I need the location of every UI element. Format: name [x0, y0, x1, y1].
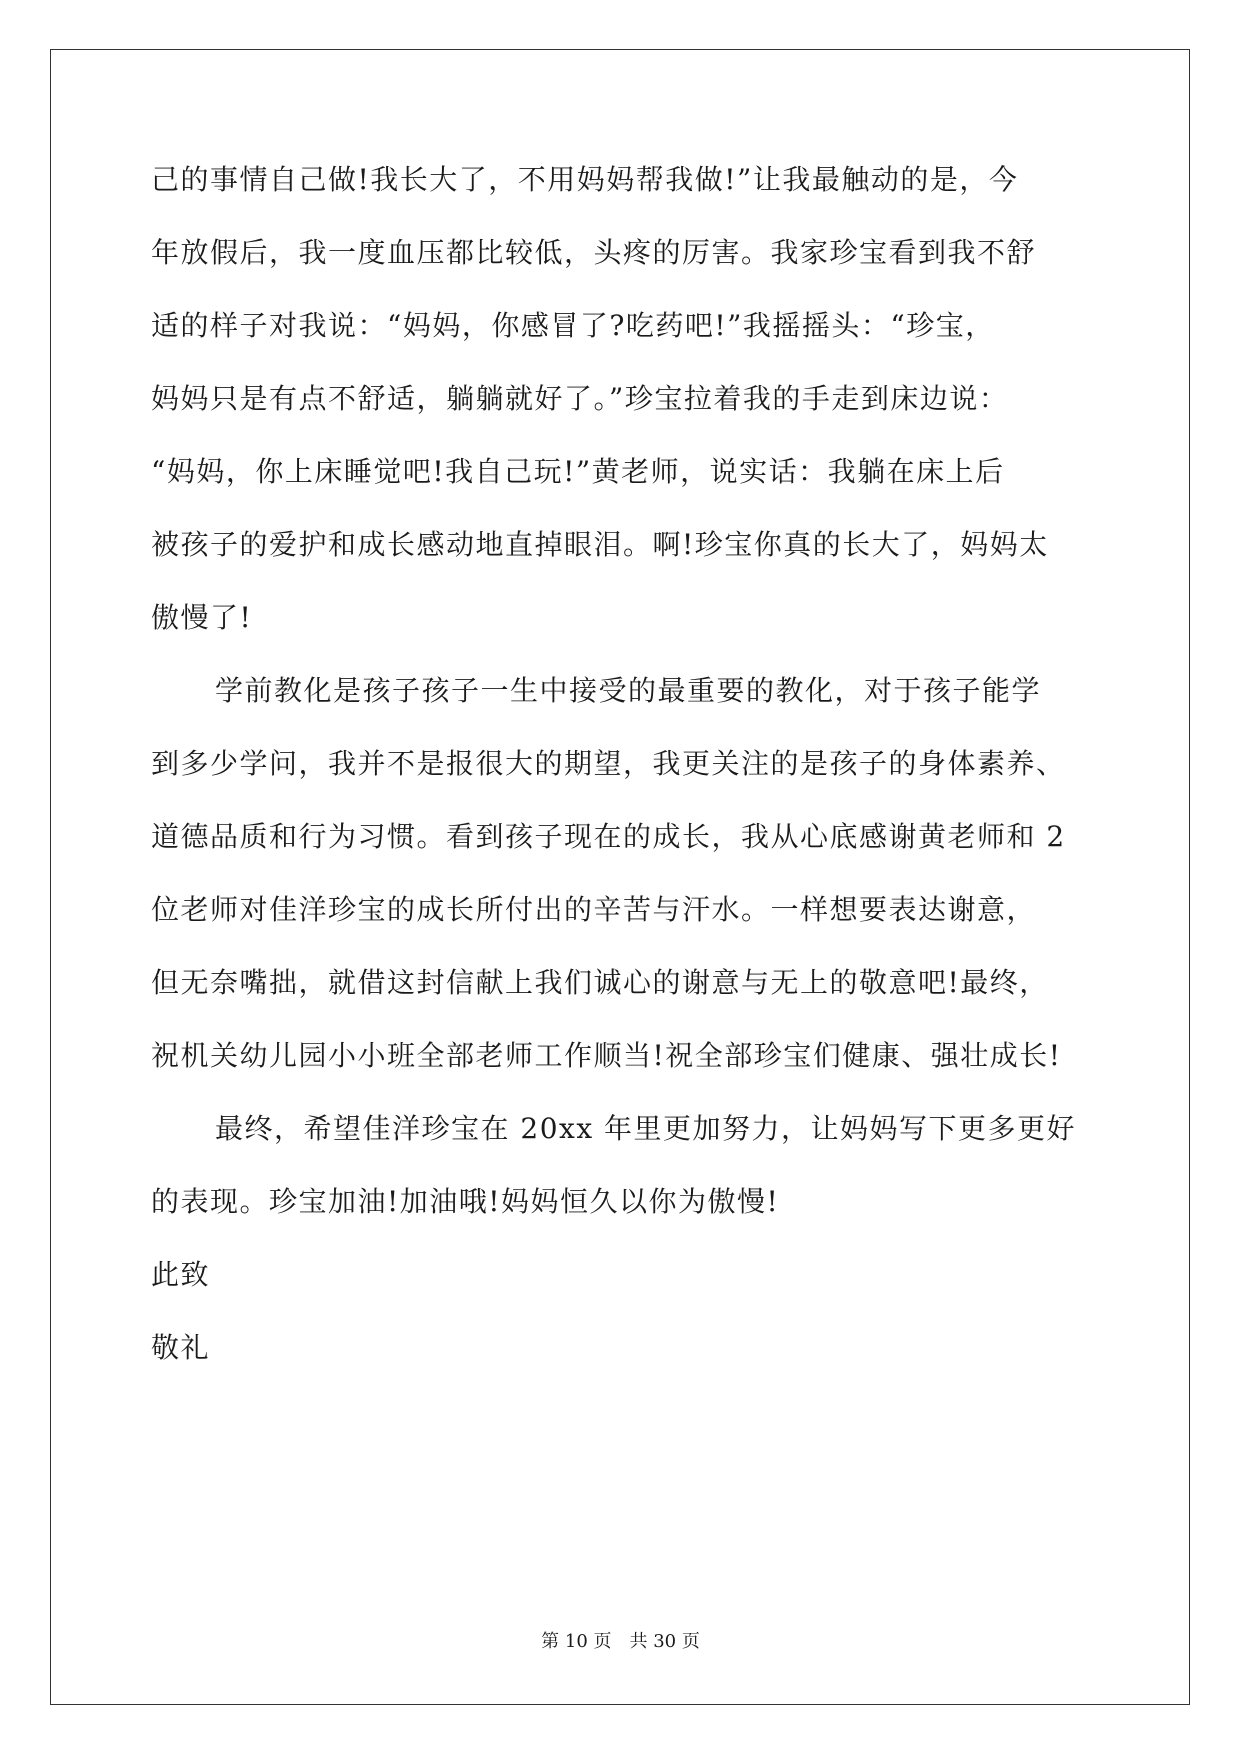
text-line: 祝机关幼儿园小小班全部老师工作顺当!祝全部珍宝们健康、强壮成长! [151, 1039, 1062, 1072]
text-line: 年放假后，我一度血压都比较低，头疼的厉害。我家珍宝看到我不舒 [151, 236, 1037, 269]
text-line: 道德品质和行为习惯。看到孩子现在的成长，我从心底感谢黄老师和 2 [151, 820, 1066, 853]
text-line: 己的事情自己做!我长大了，不用妈妈帮我做!”让我最触动的是，今 [151, 163, 1019, 196]
page-border [50, 49, 1190, 1705]
text-line: 被孩子的爱护和成长感动地直掉眼泪。啊!珍宝你真的长大了，妈妈太 [151, 528, 1049, 561]
text-line: 但无奈嘴拙，就借这封信献上我们诚心的谢意与无上的敬意吧!最终， [151, 966, 1049, 999]
text-line: 妈妈只是有点不舒适，躺躺就好了。”珍宝拉着我的手走到床边说： [151, 382, 1009, 415]
text-line: 的表现。珍宝加油!加油哦!妈妈恒久以你为傲慢! [151, 1185, 780, 1218]
paragraph-start-line: 最终，希望佳洋珍宝在 20xx 年里更加努力，让妈妈写下更多更好 [215, 1112, 1077, 1145]
paragraph-start-line: 学前教化是孩子孩子一生中接受的最重要的教化，对于孩子能学 [215, 674, 1042, 707]
text-line: 到多少学问，我并不是报很大的期望，我更关注的是孩子的身体素养、 [151, 747, 1066, 780]
salutation-line: 敬礼 [151, 1331, 211, 1364]
page-number-footer: 第 10 页 共 30 页 [541, 1631, 700, 1652]
text-line: 傲慢了! [151, 601, 253, 634]
closing-line: 此致 [151, 1258, 211, 1291]
text-line: “妈妈，你上床睡觉吧!我自己玩!”黄老师，说实话：我躺在床上后 [151, 455, 1005, 488]
text-line: 位老师对佳洋珍宝的成长所付出的辛苦与汗水。一样想要表达谢意， [151, 893, 1037, 926]
text-line: 适的样子对我说：“妈妈，你感冒了?吃药吧!”我摇摇头：“珍宝， [151, 309, 995, 342]
